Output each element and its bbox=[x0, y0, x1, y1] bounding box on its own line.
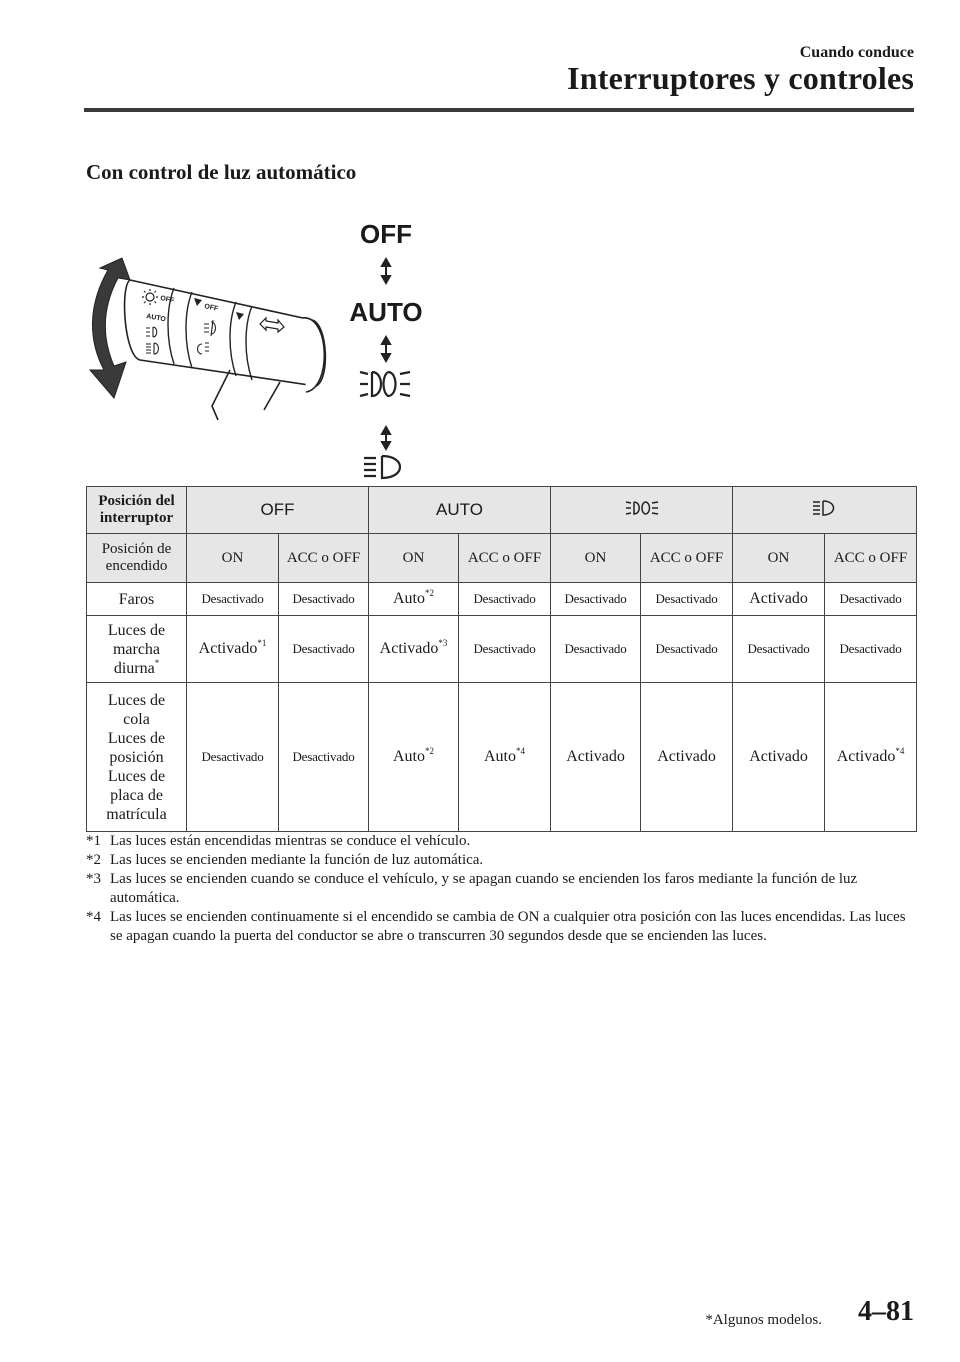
section-heading: Interruptores y controles bbox=[567, 60, 914, 96]
cell-value: Desactivado bbox=[201, 749, 264, 764]
footnote-marker: *4 bbox=[516, 746, 525, 756]
cell-value: Auto bbox=[393, 748, 425, 765]
table-cell bbox=[641, 583, 733, 616]
cell-value: Desactivado bbox=[473, 641, 536, 656]
ignition-cell: ON bbox=[733, 534, 825, 583]
ignition-cell: ON bbox=[187, 534, 279, 583]
cell-value: Auto bbox=[484, 748, 516, 765]
table-cell bbox=[551, 616, 641, 683]
row-label-line: Luces de bbox=[107, 729, 166, 747]
double-arrow-icon bbox=[382, 337, 390, 361]
cell-value: Desactivado bbox=[564, 641, 627, 656]
row-label-line: Luces de bbox=[107, 621, 166, 639]
row-label-line: Luces de bbox=[107, 691, 166, 709]
table-cell bbox=[641, 616, 733, 683]
table-cell bbox=[279, 683, 369, 832]
footnote-mark: *3 bbox=[86, 871, 101, 887]
position-parking-header bbox=[551, 487, 733, 534]
ignition-header: Posición de encendido bbox=[87, 534, 187, 583]
footnote-marker: *1 bbox=[257, 638, 267, 648]
row-label bbox=[87, 683, 187, 832]
cell-value: Desactivado bbox=[292, 641, 355, 656]
chapter-title: Cuando conduce bbox=[799, 44, 914, 61]
table-cell bbox=[825, 683, 917, 832]
ignition-cell: ACC o OFF bbox=[459, 534, 551, 583]
cell-value: Activado bbox=[749, 590, 808, 607]
subsection-title: Con control de luz automático bbox=[86, 160, 357, 184]
footnote-mark: *1 bbox=[86, 833, 101, 849]
row-label-line: marcha bbox=[112, 640, 161, 658]
double-arrow-icon bbox=[382, 259, 390, 283]
footnote-text: Las luces se encienden mediante la función de luz automática. bbox=[110, 852, 484, 868]
steering-column bbox=[212, 370, 230, 420]
ignition-cell: ACC o OFF bbox=[825, 534, 917, 583]
cell-value: Desactivado bbox=[473, 591, 536, 606]
ignition-cell: ON bbox=[551, 534, 641, 583]
cell-value: Desactivado bbox=[839, 591, 902, 606]
cell-value: Activado bbox=[379, 640, 439, 657]
header-divider bbox=[84, 108, 914, 112]
row-label bbox=[87, 583, 187, 616]
ignition-cell: ON bbox=[369, 534, 459, 583]
table-row bbox=[87, 616, 917, 683]
cell-value: Desactivado bbox=[747, 641, 810, 656]
sequence-label-auto: AUTO bbox=[349, 297, 423, 327]
table-cell bbox=[733, 583, 825, 616]
table-cell bbox=[369, 683, 459, 832]
table-row bbox=[87, 683, 917, 832]
footnote-marker: *2 bbox=[425, 588, 434, 598]
stalk-label-auto: AUTO bbox=[145, 313, 167, 324]
stalk-body bbox=[125, 280, 326, 386]
cell-value: Desactivado bbox=[564, 591, 627, 606]
position-off-header: OFF bbox=[187, 487, 369, 534]
table-row bbox=[87, 583, 917, 616]
cell-value: Desactivado bbox=[201, 591, 264, 606]
table-cell bbox=[641, 683, 733, 832]
cell-value: Auto bbox=[393, 590, 425, 607]
table-cell bbox=[279, 616, 369, 683]
table-cell bbox=[369, 616, 459, 683]
table-cell bbox=[187, 616, 279, 683]
stalk-label-off-1: OFF bbox=[159, 295, 175, 305]
row-label-line: placa de bbox=[110, 786, 163, 804]
footnote-mark: *4 bbox=[86, 909, 101, 925]
cell-value: Activado bbox=[566, 748, 625, 765]
table-cell bbox=[551, 583, 641, 616]
row-label-line: cola bbox=[123, 710, 150, 728]
table-cell bbox=[551, 683, 641, 832]
cell-value: Activado bbox=[836, 748, 896, 765]
footnote-marker: * bbox=[154, 657, 160, 668]
row-label bbox=[87, 616, 187, 683]
ignition-row bbox=[87, 534, 917, 583]
headlight-icon bbox=[364, 456, 400, 478]
table-cell bbox=[459, 683, 551, 832]
parking-lights-icon bbox=[625, 500, 659, 516]
table-cell bbox=[733, 683, 825, 832]
table-cell bbox=[187, 583, 279, 616]
footer-note: *Algunos modelos. bbox=[705, 1312, 822, 1328]
footnote-text: Las luces se encienden continuamente si el encendido se cambia de ON a cualquier otra posición con las luces encendidas. Las luces se apagan cuando la puerta del conductor se abre o transcurren 30 segundos desde que se encienden las luces. bbox=[110, 909, 906, 944]
cell-value: Activado bbox=[749, 748, 808, 765]
row-label-line: Luces de bbox=[107, 767, 166, 785]
footnote bbox=[86, 908, 916, 946]
rotation-arrow-icon bbox=[90, 258, 130, 398]
sequence-label-off: OFF bbox=[360, 219, 412, 249]
footnote bbox=[86, 851, 916, 870]
headlight-icon bbox=[812, 500, 838, 516]
switch-position-header: Posición del interruptor bbox=[87, 487, 187, 534]
cell-value: Desactivado bbox=[839, 641, 902, 656]
table-cell bbox=[825, 583, 917, 616]
cell-value: Desactivado bbox=[292, 591, 355, 606]
cell-value: Desactivado bbox=[292, 749, 355, 764]
footnote-text: Las luces se encienden cuando se conduce el vehículo, y se apagan cuando se encienden los faros mediante la función de luz automática. bbox=[110, 871, 858, 906]
row-label-line: posición bbox=[109, 748, 164, 766]
table-cell bbox=[825, 616, 917, 683]
table-cell bbox=[459, 583, 551, 616]
table-body bbox=[87, 583, 917, 832]
cell-value: Activado bbox=[657, 748, 716, 765]
footnote-marker: *3 bbox=[438, 638, 448, 648]
cell-value: Desactivado bbox=[655, 591, 718, 606]
double-arrow-icon bbox=[382, 427, 390, 449]
table-header-row bbox=[87, 487, 917, 534]
parking-lights-icon bbox=[360, 372, 410, 396]
table-cell bbox=[733, 616, 825, 683]
footnotes bbox=[86, 832, 916, 946]
position-headlight-header bbox=[733, 487, 917, 534]
table-cell bbox=[459, 616, 551, 683]
cell-value: Desactivado bbox=[655, 641, 718, 656]
ignition-cell: ACC o OFF bbox=[279, 534, 369, 583]
position-auto-header: AUTO bbox=[369, 487, 551, 534]
row-label-line: Faros bbox=[118, 590, 155, 608]
light-positions-table bbox=[86, 486, 917, 832]
footnote-text: Las luces están encendidas mientras se conduce el vehículo. bbox=[110, 833, 471, 849]
row-label-line: diurna bbox=[113, 659, 155, 677]
footnote bbox=[86, 870, 916, 908]
row-label-line: matrícula bbox=[106, 805, 167, 823]
cell-value: Activado bbox=[198, 640, 258, 657]
footnote-marker: *2 bbox=[425, 746, 434, 756]
table-cell bbox=[369, 583, 459, 616]
ignition-cell: ACC o OFF bbox=[641, 534, 733, 583]
footnote bbox=[86, 832, 916, 851]
page-number: 4–81 bbox=[858, 1296, 914, 1327]
footnote-mark: *2 bbox=[86, 852, 101, 868]
footnote-marker: *4 bbox=[895, 746, 905, 756]
table-cell bbox=[187, 683, 279, 832]
light-switch-illustration bbox=[80, 210, 480, 480]
stalk-label-off-2: OFF bbox=[203, 303, 219, 313]
table-cell bbox=[279, 583, 369, 616]
